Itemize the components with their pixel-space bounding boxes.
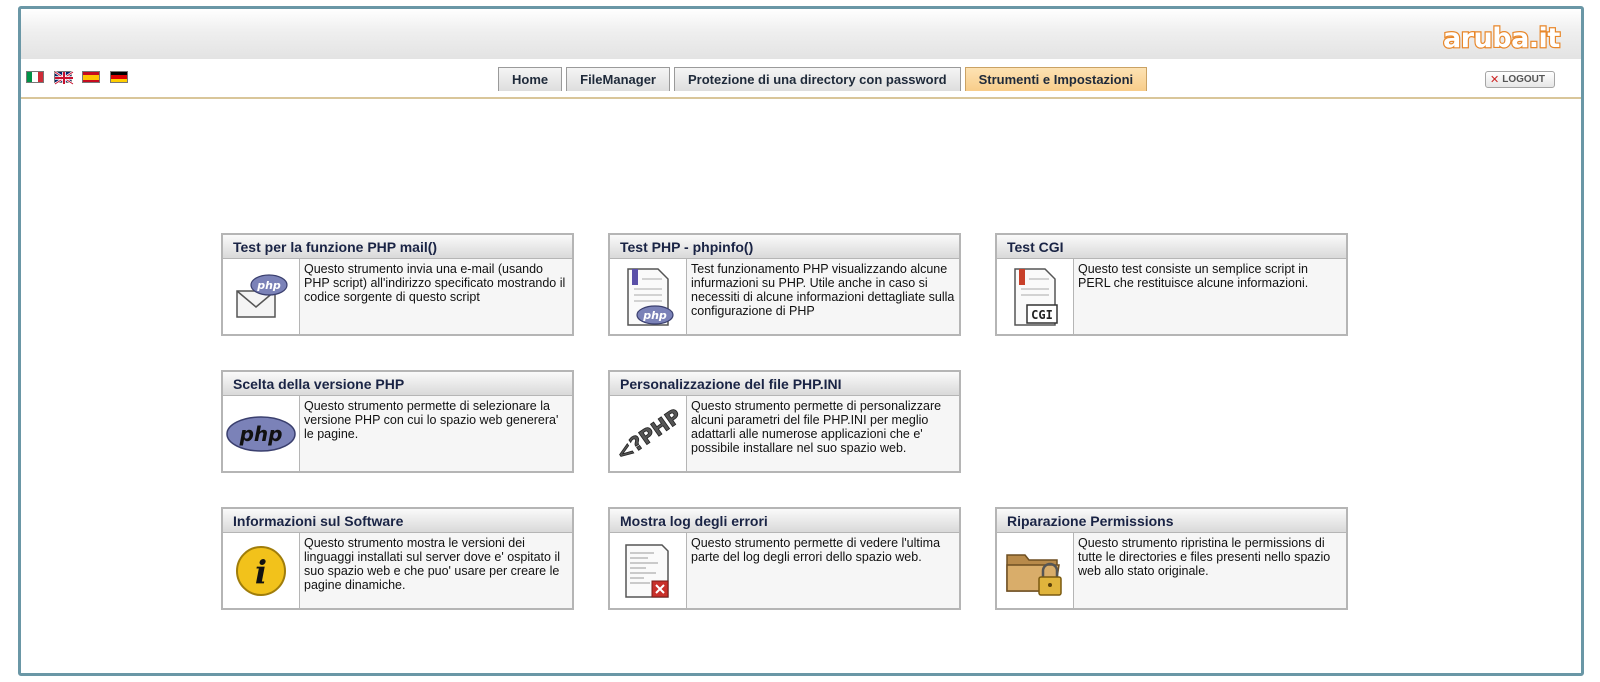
- navigation-bar: [21, 59, 1581, 99]
- tool-card-permissions: [995, 507, 1348, 610]
- language-selector: [26, 71, 128, 83]
- tool-description: Questo strumento permette di selezionare la versione PHP con cui lo spazio web generera' le pagine.: [300, 396, 572, 471]
- tool-title[interactable]: Riparazione Permissions: [997, 509, 1346, 533]
- php-mail-icon[interactable]: [223, 259, 300, 334]
- tool-title[interactable]: Informazioni sul Software: [223, 509, 572, 533]
- logout-label: LOGOUT: [1502, 74, 1545, 85]
- tool-card-php-version: [221, 370, 574, 473]
- svg-text:php: php: [257, 278, 281, 292]
- tool-description: Test funzionamento PHP visualizzando alcune infurmazioni su PHP. Utile anche in caso si necessiti di alcune informazioni dettagliate sulla configurazione di PHP: [687, 259, 959, 334]
- svg-text:php: php: [239, 421, 283, 446]
- tool-description: Questo strumento ripristina le permissions di tutte le directories e files presenti nello spazio web allo stato originale.: [1074, 533, 1346, 608]
- svg-text:php: php: [643, 308, 667, 322]
- cgi-document-icon[interactable]: [997, 259, 1074, 334]
- tool-description: Questo strumento invia una e-mail (usando PHP script) all'indirizzo specificato mostrando il codice sorgente di questo script: [300, 259, 572, 334]
- svg-text:i: i: [254, 552, 268, 591]
- logo-text: aruba.it: [1443, 23, 1560, 54]
- tool-card-php-ini: [608, 370, 961, 473]
- main-tabs: [498, 67, 1147, 91]
- tool-card-cgi: [995, 233, 1348, 336]
- tool-card-phpinfo: [608, 233, 961, 336]
- flag-german-icon[interactable]: [110, 71, 128, 83]
- logout-button[interactable]: [1485, 71, 1555, 88]
- tool-card-error-log: [608, 507, 961, 610]
- tab-tools-settings[interactable]: Strumenti e Impostazioni: [965, 67, 1148, 91]
- info-icon[interactable]: [223, 533, 300, 608]
- tool-title[interactable]: Test PHP - phpinfo(): [610, 235, 959, 259]
- tool-card-php-mail: [221, 233, 574, 336]
- aruba-logo[interactable]: [1441, 19, 1571, 55]
- tool-title[interactable]: Scelta della versione PHP: [223, 372, 572, 396]
- tab-home[interactable]: Home: [498, 67, 562, 91]
- tab-filemanager[interactable]: FileManager: [566, 67, 670, 91]
- php-document-icon[interactable]: [610, 259, 687, 334]
- app-frame: [18, 6, 1584, 676]
- tool-description: Questo test consiste un semplice script in PERL che restituisce alcune informazioni.: [1074, 259, 1346, 334]
- flag-english-icon[interactable]: [54, 71, 72, 83]
- flag-italian-icon[interactable]: [26, 71, 44, 83]
- header-banner: [21, 9, 1581, 59]
- tool-description: Questo strumento permette di vedere l'ultima parte del log degli errori dello spazio web.: [687, 533, 959, 608]
- svg-text:CGI: CGI: [1031, 307, 1053, 322]
- tab-directory-protection[interactable]: Protezione di una directory con password: [674, 67, 961, 91]
- svg-text:<?PHP: <?PHP: [611, 403, 686, 466]
- tool-title[interactable]: Personalizzazione del file PHP.INI: [610, 372, 959, 396]
- logout-icon: ✕: [1490, 74, 1500, 86]
- tool-title[interactable]: Test CGI: [997, 235, 1346, 259]
- locked-folder-icon[interactable]: [997, 533, 1074, 608]
- tool-description: Questo strumento permette di personalizzare alcuni parametri del file PHP.INI per meglio adattarli alle numerose applicazioni che e' possibile installare nel suo spazio web.: [687, 396, 959, 471]
- flag-spanish-icon[interactable]: [82, 71, 100, 83]
- tool-description: Questo strumento mostra le versioni dei linguaggi installati sul server dove e' ospitato il suo spazio web e che puo' usare per creare le pagine dinamiche.: [300, 533, 572, 608]
- php-logo-icon[interactable]: [223, 396, 300, 471]
- tool-title[interactable]: Mostra log degli errori: [610, 509, 959, 533]
- tool-title[interactable]: Test per la funzione PHP mail(): [223, 235, 572, 259]
- php-tag-icon[interactable]: [610, 396, 687, 471]
- error-log-icon[interactable]: [610, 533, 687, 608]
- tool-card-software-info: [221, 507, 574, 610]
